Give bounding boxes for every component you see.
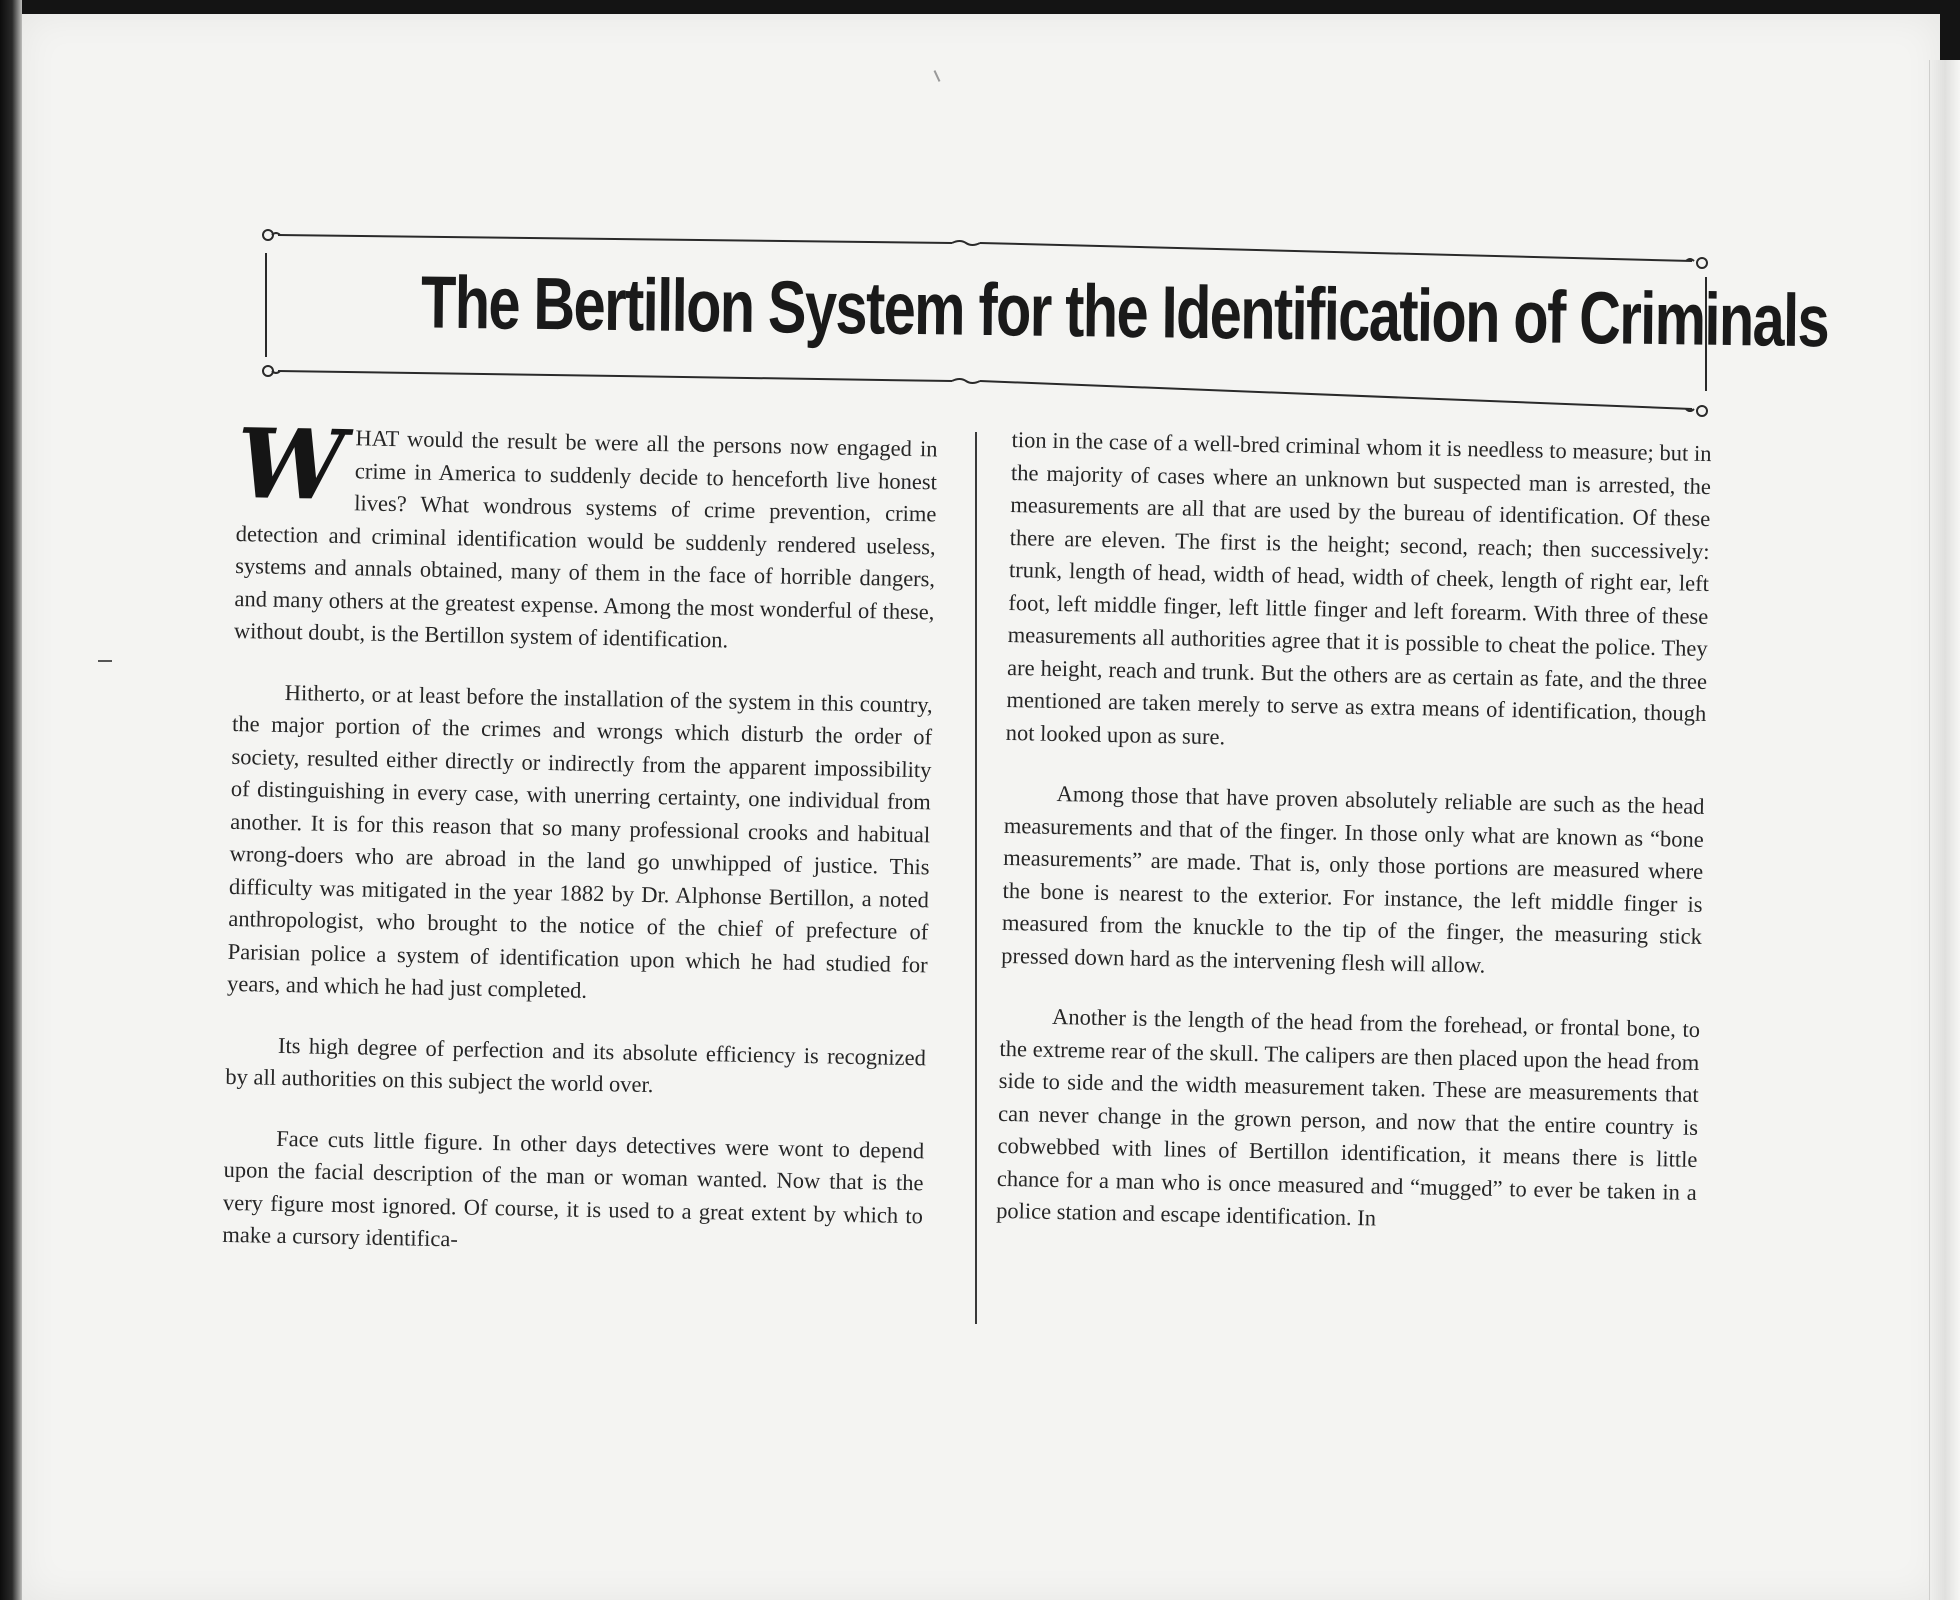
page-edge bbox=[1929, 60, 1960, 1600]
book-gutter bbox=[0, 0, 22, 1600]
article-title: The Bertillon System for the Identification of Criminals bbox=[420, 260, 1829, 363]
left-column bbox=[221, 407, 938, 1293]
drop-cap: W bbox=[236, 407, 347, 523]
paragraph-1 bbox=[233, 407, 938, 661]
paragraph-5: tion in the case of a well-bred criminal whom it is needless to measure; but in the majority of cases where an unknown but suspected man is arrested, the measurements are all that are used by the bureau of identification. Of these there are eleven. The first is the height; second, reach; then successively: trunk, length of head, width of head, width of cheek, length of right ear, left foot, left middle finger, left little finger and left forearm. With three of these measurements all authorities agree that it is possible to cheat the police. They are height, reach and trunk. But the others are as certain as fate, and the three mentioned are taken merely to serve as extra means of identification, though not looked upon as sure. bbox=[1005, 426, 1712, 749]
paragraph-3: Its high degree of perfection and its absolute efficiency is recognized by all authorities on this subject the world over. bbox=[225, 1032, 927, 1098]
paragraph-7: Another is the length of the head from the forehead, or frontal bone, to the extreme rear of the skull. The calipers are then placed upon the head from side to side and the width measurement taken. These are measurements that can never change in the grown person, and now that the entire country is cobwebbed with lines of Bertillon identification, it means there is little chance for a man who is once measured and “mugged” to ever be taken in a police station and escape identification. In bbox=[995, 1003, 1701, 1231]
column-divider bbox=[975, 432, 977, 1324]
paragraph-1-text: HAT would the result be were all the persons now engaged in crime in America to suddenly decide to henceforth live honest lives? What wondrous systems of crime prevention, crime detection and criminal identification would be suddenly rendered useless, systems and annals obtained, many of them in the face of horrible dangers, and many others at the greatest expense. Among the most wonderful of these, without doubt, is the Bertillon system of identification. bbox=[233, 425, 938, 653]
paragraph-6: Among those that have proven absolutely reliable are such as the head measurements and that of the finger. In those only what are known as “bone measurements” are made. That is, only those portions are measured where the bone is nearest to the exterior. For instance, the left middle finger is measured from the knuckle to the tip of the finger, the measuring stick pressed down hard as the intervening flesh will allow. bbox=[1001, 780, 1705, 978]
paragraph-4: Face cuts little figure. In other days detectives were wont to depend upon the facial description of the man or woman wanted. Now that is the very figure most ignored. Of course, it is used to a great extent by which to make a cursory identifica- bbox=[222, 1125, 925, 1252]
scan-artifact-mark bbox=[98, 660, 112, 662]
title-frame bbox=[262, 233, 1829, 391]
right-column bbox=[995, 424, 1712, 1269]
paragraph-2: Hitherto, or at least before the installation of the system in this country, the major portion of the crimes and wrongs which disturb the order of society, resulted either directly or indirectly from the apparent impossibility of distinguishing in every case, with unerring certainty, one individual from another. It is for this reason that so many professional crooks and habitual wrong-doers who are abroad in the land go unwhipped of justice. This difficulty was mitigated in the year 1882 by Dr. Alphonse Bertillon, a noted anthropologist, who brought to the notice of the chief of prefecture of Parisian police a system of identification upon which he had studied for years, and which he had just completed. bbox=[226, 679, 933, 1003]
